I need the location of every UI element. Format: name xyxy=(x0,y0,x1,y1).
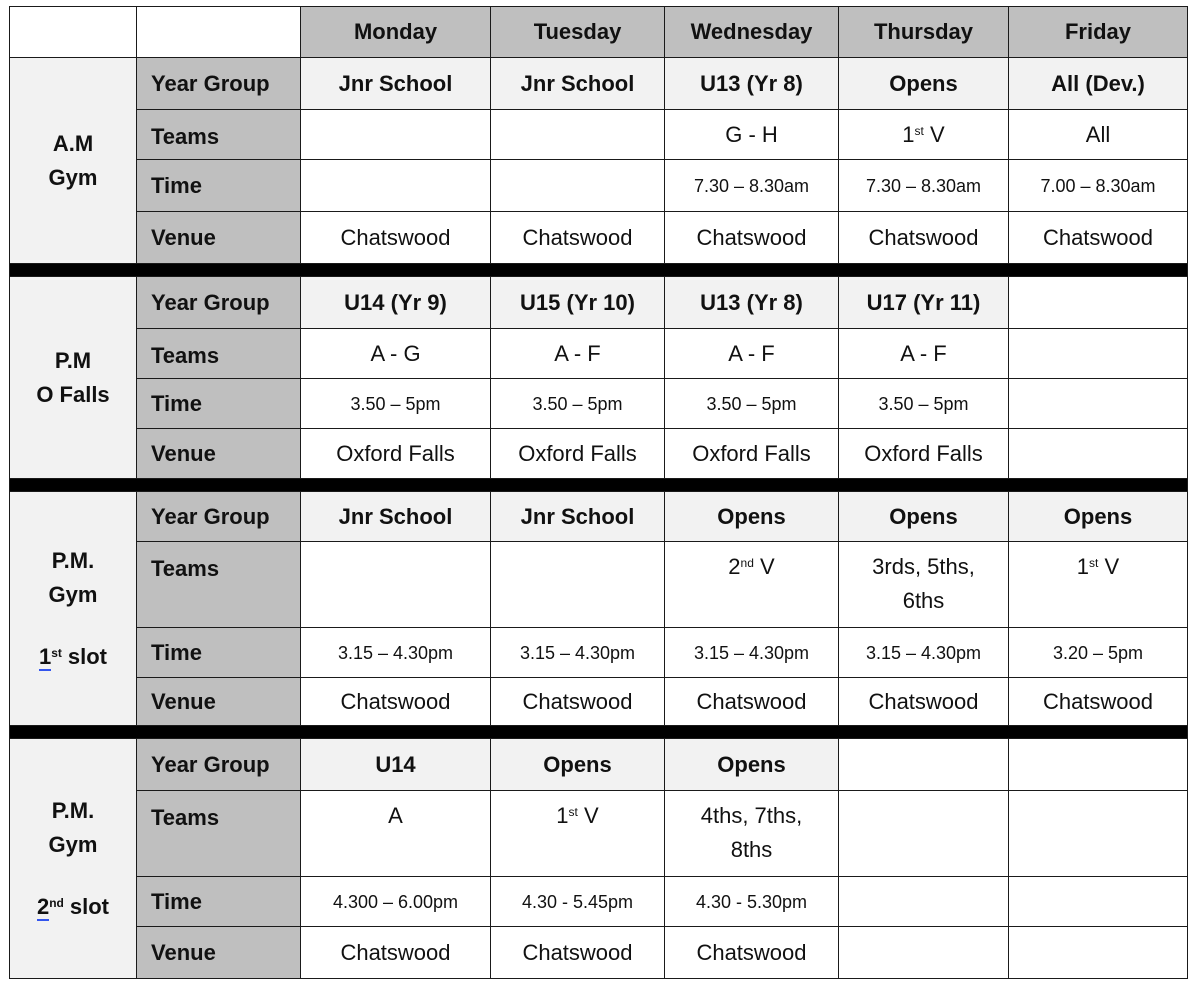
row-label-venue: Venue xyxy=(137,212,301,264)
teams-cell-tuesday: A - F xyxy=(491,329,665,379)
row-time xyxy=(10,379,1188,429)
slot-word: slot xyxy=(69,893,110,919)
time-cell-thursday: 7.30 – 8.30am xyxy=(839,160,1009,212)
row-teams xyxy=(10,791,1188,877)
time-cell-monday xyxy=(301,160,491,212)
day-header-tuesday: Tuesday xyxy=(491,7,665,58)
year-group-cell-tuesday: Opens xyxy=(491,739,665,791)
time-cell-monday: 4.300 – 6.00pm xyxy=(301,877,491,927)
row-venue xyxy=(10,927,1188,979)
time-cell-wednesday: 3.50 – 5pm xyxy=(665,379,839,429)
teams-cell-thursday xyxy=(839,791,1009,877)
slot-word: slot xyxy=(67,643,108,669)
row-year-group xyxy=(10,277,1188,329)
slot-ordinal: nd xyxy=(49,895,64,910)
year-group-cell-monday: Jnr School xyxy=(301,58,491,110)
year-group-cell-thursday: Opens xyxy=(839,492,1009,542)
row-teams xyxy=(10,329,1188,379)
day-header-monday: Monday xyxy=(301,7,491,58)
row-label-time: Time xyxy=(137,877,301,927)
row-label-time: Time xyxy=(137,628,301,678)
section-title xyxy=(10,58,137,264)
venue-cell-monday: Oxford Falls xyxy=(301,429,491,479)
teams-cell-wednesday: 2nd V xyxy=(665,542,839,628)
venue-cell-tuesday: Chatswood xyxy=(491,212,665,264)
time-cell-tuesday: 4.30 - 5.45pm xyxy=(491,877,665,927)
teams-cell-thursday: 1st V xyxy=(839,110,1009,160)
time-cell-tuesday: 3.50 – 5pm xyxy=(491,379,665,429)
time-cell-friday: 3.20 – 5pm xyxy=(1009,628,1188,678)
year-group-cell-monday: U14 (Yr 9) xyxy=(301,277,491,329)
section-title-line1: P.M. xyxy=(51,797,95,823)
teams-cell-wednesday: G - H xyxy=(665,110,839,160)
corner-cell xyxy=(10,7,137,58)
year-group-cell-wednesday: U13 (Yr 8) xyxy=(665,58,839,110)
row-year-group xyxy=(10,739,1188,791)
row-label-teams: Teams xyxy=(137,791,301,877)
slot-label xyxy=(10,890,136,924)
row-label-teams: Teams xyxy=(137,542,301,628)
row-label-venue: Venue xyxy=(137,927,301,979)
row-venue xyxy=(10,429,1188,479)
venue-cell-thursday: Oxford Falls xyxy=(839,429,1009,479)
time-cell-friday: 7.00 – 8.30am xyxy=(1009,160,1188,212)
section-title-line1: P.M xyxy=(54,347,92,373)
year-group-cell-friday xyxy=(1009,739,1188,791)
time-cell-friday xyxy=(1009,877,1188,927)
time-cell-friday xyxy=(1009,379,1188,429)
time-cell-thursday: 3.15 – 4.30pm xyxy=(839,628,1009,678)
teams-cell-wednesday: 4ths, 7ths, 8ths xyxy=(665,791,839,877)
venue-cell-wednesday: Chatswood xyxy=(665,927,839,979)
section-separator xyxy=(10,479,1188,492)
year-group-cell-friday: All (Dev.) xyxy=(1009,58,1188,110)
time-cell-monday: 3.50 – 5pm xyxy=(301,379,491,429)
year-group-cell-friday: Opens xyxy=(1009,492,1188,542)
time-cell-tuesday: 3.15 – 4.30pm xyxy=(491,628,665,678)
section-title xyxy=(10,739,137,979)
time-cell-tuesday xyxy=(491,160,665,212)
teams-cell-friday xyxy=(1009,791,1188,877)
year-group-cell-tuesday: Jnr School xyxy=(491,58,665,110)
teams-cell-monday: A xyxy=(301,791,491,877)
teams-cell-tuesday: 1st V xyxy=(491,791,665,877)
year-group-cell-tuesday: U15 (Yr 10) xyxy=(491,277,665,329)
time-cell-wednesday: 3.15 – 4.30pm xyxy=(665,628,839,678)
section-title xyxy=(10,277,137,479)
year-group-cell-thursday: Opens xyxy=(839,58,1009,110)
section-title-line1: A.M xyxy=(52,130,94,156)
slot-ordinal: st xyxy=(51,645,62,660)
year-group-cell-monday: Jnr School xyxy=(301,492,491,542)
teams-cell-friday: 1st V xyxy=(1009,542,1188,628)
row-label-venue: Venue xyxy=(137,678,301,726)
venue-cell-wednesday: Chatswood xyxy=(665,678,839,726)
row-venue xyxy=(10,678,1188,726)
teams-cell-friday: All xyxy=(1009,110,1188,160)
section-title-line1: P.M. xyxy=(51,547,95,573)
training-schedule-table xyxy=(9,6,1188,979)
day-header-friday: Friday xyxy=(1009,7,1188,58)
teams-cell-thursday: A - F xyxy=(839,329,1009,379)
year-group-cell-tuesday: Jnr School xyxy=(491,492,665,542)
venue-cell-thursday xyxy=(839,927,1009,979)
day-header-wednesday: Wednesday xyxy=(665,7,839,58)
section-title xyxy=(10,492,137,726)
year-group-cell-wednesday: U13 (Yr 8) xyxy=(665,277,839,329)
header-row xyxy=(10,7,1188,58)
teams-cell-tuesday xyxy=(491,542,665,628)
day-header-thursday: Thursday xyxy=(839,7,1009,58)
venue-cell-tuesday: Chatswood xyxy=(491,678,665,726)
venue-cell-wednesday: Oxford Falls xyxy=(665,429,839,479)
slot-number: 2 xyxy=(36,893,50,919)
teams-cell-monday: A - G xyxy=(301,329,491,379)
row-time xyxy=(10,160,1188,212)
row-time xyxy=(10,877,1188,927)
row-venue xyxy=(10,212,1188,264)
year-group-cell-wednesday: Opens xyxy=(665,739,839,791)
venue-cell-tuesday: Oxford Falls xyxy=(491,429,665,479)
teams-cell-thursday: 3rds, 5ths, 6ths xyxy=(839,542,1009,628)
corner-cell xyxy=(137,7,301,58)
teams-cell-tuesday xyxy=(491,110,665,160)
row-year-group xyxy=(10,58,1188,110)
spacer xyxy=(10,612,136,640)
row-label-year-group: Year Group xyxy=(137,492,301,542)
teams-cell-wednesday: A - F xyxy=(665,329,839,379)
year-group-cell-friday xyxy=(1009,277,1188,329)
slot-label xyxy=(10,640,136,674)
row-label-year-group: Year Group xyxy=(137,739,301,791)
venue-cell-monday: Chatswood xyxy=(301,212,491,264)
section-separator xyxy=(10,726,1188,739)
section-title-line2: Gym xyxy=(48,831,98,857)
separator-bar xyxy=(10,264,1188,277)
venue-cell-monday: Chatswood xyxy=(301,678,491,726)
slot-number: 1 xyxy=(38,643,52,669)
row-label-venue: Venue xyxy=(137,429,301,479)
venue-cell-friday: Chatswood xyxy=(1009,678,1188,726)
venue-cell-thursday: Chatswood xyxy=(839,678,1009,726)
row-label-year-group: Year Group xyxy=(137,58,301,110)
separator-bar xyxy=(10,726,1188,739)
year-group-cell-wednesday: Opens xyxy=(665,492,839,542)
year-group-cell-monday: U14 xyxy=(301,739,491,791)
time-cell-monday: 3.15 – 4.30pm xyxy=(301,628,491,678)
time-cell-wednesday: 7.30 – 8.30am xyxy=(665,160,839,212)
year-group-cell-thursday xyxy=(839,739,1009,791)
venue-cell-tuesday: Chatswood xyxy=(491,927,665,979)
venue-cell-thursday: Chatswood xyxy=(839,212,1009,264)
year-group-cell-thursday: U17 (Yr 11) xyxy=(839,277,1009,329)
venue-cell-monday: Chatswood xyxy=(301,927,491,979)
venue-cell-wednesday: Chatswood xyxy=(665,212,839,264)
row-label-year-group: Year Group xyxy=(137,277,301,329)
row-label-teams: Teams xyxy=(137,110,301,160)
time-cell-thursday: 3.50 – 5pm xyxy=(839,379,1009,429)
time-cell-wednesday: 4.30 - 5.30pm xyxy=(665,877,839,927)
venue-cell-friday: Chatswood xyxy=(1009,212,1188,264)
section-title-line2: Gym xyxy=(48,581,98,607)
row-label-teams: Teams xyxy=(137,329,301,379)
venue-cell-friday xyxy=(1009,927,1188,979)
spacer xyxy=(10,862,136,890)
row-year-group xyxy=(10,492,1188,542)
section-separator xyxy=(10,264,1188,277)
time-cell-thursday xyxy=(839,877,1009,927)
row-label-time: Time xyxy=(137,379,301,429)
row-label-time: Time xyxy=(137,160,301,212)
row-teams xyxy=(10,110,1188,160)
teams-cell-monday xyxy=(301,110,491,160)
venue-cell-friday xyxy=(1009,429,1188,479)
row-time xyxy=(10,628,1188,678)
teams-cell-monday xyxy=(301,542,491,628)
row-teams xyxy=(10,542,1188,628)
section-title-line2: Gym xyxy=(48,164,98,190)
teams-cell-friday xyxy=(1009,329,1188,379)
section-title-line2: O Falls xyxy=(36,381,110,407)
separator-bar xyxy=(10,479,1188,492)
